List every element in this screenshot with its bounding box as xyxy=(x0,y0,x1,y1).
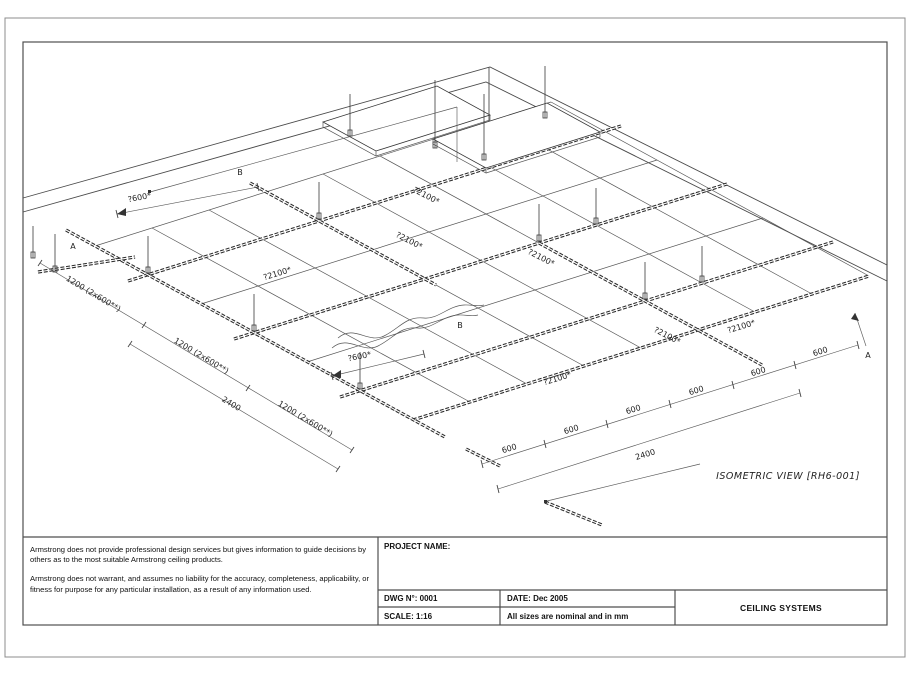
dimension-label: ?2100* xyxy=(652,325,682,347)
dimension-labels xyxy=(64,168,871,462)
loose-channel-piece xyxy=(545,502,602,525)
dimension-label: 600 xyxy=(500,442,518,456)
dimension-label: 600 xyxy=(687,384,705,398)
dimension-label: 1200 (2x600**) xyxy=(64,273,123,314)
dimension-label: A xyxy=(865,351,871,360)
product-family: CEILING SYSTEMS xyxy=(740,602,822,613)
dimension-label: ?2100* xyxy=(726,318,757,336)
dwg-number: DWG N°: 0001 xyxy=(384,594,438,603)
dimension-label: 600 xyxy=(811,345,829,359)
dimension-label: B xyxy=(457,321,463,330)
disclaimer-paragraph-2: Armstrong does not warrant, and assumes no liability for the accuracy, completeness, applicability, or fitness for purpose for any particular installation, as a result of any information used. xyxy=(30,574,370,594)
dimension-label: 600 xyxy=(562,423,580,437)
dimension-label: 600 xyxy=(749,365,767,379)
project-name-label: PROJECT NAME: xyxy=(384,542,451,551)
disclaimer-paragraph-1: Armstrong does not provide professional design services but gives information to guide decisions by others as to the most suitable Armstrong ceiling products. xyxy=(30,545,366,565)
disclaimer-text xyxy=(30,545,374,604)
view-title: ISOMETRIC VIEW [RH6-001] xyxy=(716,471,860,482)
date-field: DATE: Dec 2005 xyxy=(507,594,568,603)
scale-field: SCALE: 1:16 xyxy=(384,612,433,621)
dimension-label: ?2100* xyxy=(542,370,573,388)
dimension-label: ?2100* xyxy=(262,265,293,283)
dimension-label: B xyxy=(237,168,243,177)
dimension-label: ?600* xyxy=(127,190,152,205)
dimension-label: 600 xyxy=(624,403,642,417)
dimension-label: 1200 (2x600**) xyxy=(172,335,231,376)
dimension-label: ?2100* xyxy=(394,230,424,252)
ceiling-tiles xyxy=(323,86,600,173)
dimension-label: 2400 xyxy=(220,394,243,413)
dimension-label: ?2100* xyxy=(411,185,441,207)
dimension-label: 1200 (2x600**) xyxy=(276,398,335,439)
dimension-label: ?600* xyxy=(347,349,372,364)
dimension-label: ?2100* xyxy=(526,247,556,269)
dimension-label: A xyxy=(70,242,76,251)
dimension-label: 2400 xyxy=(634,447,657,462)
units-note: All sizes are nominal and in mm xyxy=(507,612,629,621)
